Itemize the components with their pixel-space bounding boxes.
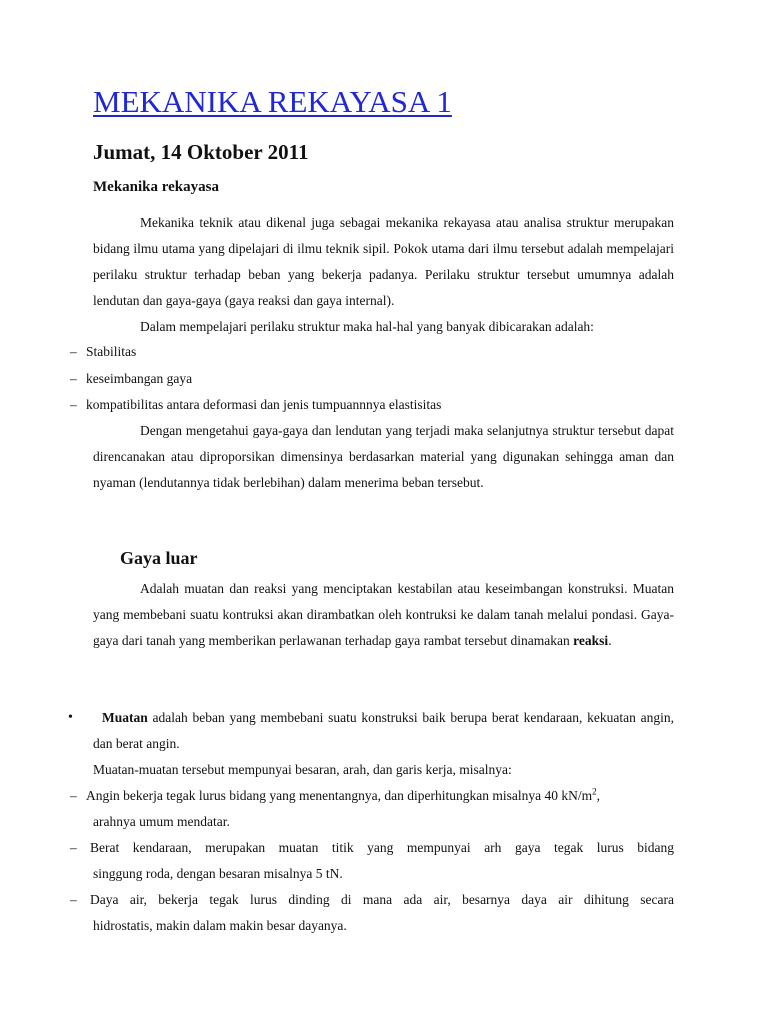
example-air-line2: hidrostatis, makin dalam makin besar dayanya. (93, 918, 347, 933)
example-kendaraan-line2: singgung roda, dengan besaran misalnya 5 tN. (93, 866, 343, 881)
list-dash-1: – (70, 344, 77, 359)
bullet-dot: • (68, 710, 73, 725)
list-item-kompatibilitas: kompatibilitas antara deformasi dan jenis tumpuannnya elastisitas (86, 397, 442, 412)
post-date: Jumat, 14 Oktober 2011 (93, 140, 309, 164)
section-heading-mekanika: Mekanika rekayasa (93, 179, 219, 195)
example-dash-1: – (70, 788, 77, 803)
example-kendaraan-line1: Berat kendaraan, merupakan muatan titik yang mempunyai arh gaya tegak lurus bidang (90, 840, 674, 855)
list-item-stabilitas: Stabilitas (86, 344, 137, 359)
example-dash-3: – (70, 892, 77, 907)
section-heading-gaya-luar: Gaya luar (120, 548, 198, 568)
muatan-term: Muatan (102, 710, 148, 725)
list-dash-2: – (70, 371, 77, 386)
example-dash-2: – (70, 840, 77, 855)
muatan-definition: Muatan adalah beban yang membebani suatu konstruksi baik berupa berat kendaraan, kekuatan angin, dan berat angin. (93, 710, 674, 751)
list-item-keseimbangan: keseimbangan gaya (86, 371, 193, 386)
intro-paragraph-2: Dalam mempelajari perilaku struktur maka hal-hal yang banyak dibicarakan adalah: (140, 319, 594, 334)
intro-paragraph-3: Dengan mengetahui gaya-gaya dan lendutan yang terjadi maka selanjutnya struktur tersebut dapat direncanakan atau diproporsikan dimensinya berdasarkan material yang digunakan sehingga aman dan nyaman (lendutannya tidak berlebihan) dalam menerima beban tersebut. (93, 423, 674, 490)
muatan-intro-line: Muatan-muatan tersebut mempunyai besaran, arah, dan garis kerja, misalnya: (93, 762, 512, 777)
list-dash-3: – (70, 397, 77, 412)
reaksi-term: reaksi (573, 633, 609, 648)
page-title-link[interactable]: MEKANIKA REKAYASA 1 (93, 84, 452, 119)
example-angin-line2: arahnya umum mendatar. (93, 814, 230, 829)
example-air-line1: Daya air, bekerja tegak lurus dinding di mana ada air, besarnya daya air dihitung secara (90, 892, 674, 907)
intro-paragraph-1: Mekanika teknik atau dikenal juga sebagai mekanika rekayasa atau analisa struktur merupakan bidang ilmu utama yang dipelajari di ilmu teknik sipil. Pokok utama dari ilmu tersebut adalah mempelajari perilaku struktur terhadap beban yang bekerja padanya. Perilaku struktur tersebut umumnya adalah lendutan dan gaya-gaya (gaya reaksi dan gaya internal). (93, 215, 674, 308)
example-angin-line1: Angin bekerja tegak lurus bidang yang menentangnya, dan diperhitungkan misalnya 40 $kN/m^2$, (86, 786, 600, 803)
gaya-luar-paragraph: Adalah muatan dan reaksi yang menciptakan kestabilan atau keseimbangan konstruksi. Muatan yang membebani suatu kontruksi akan dirambatkan oleh kontruksi ke dalam tanah melalui pondasi. Gaya-gaya dari tanah yang memberikan perlawanan terhadap gaya rambat tersebut dinamakan reaksi. (93, 581, 674, 648)
